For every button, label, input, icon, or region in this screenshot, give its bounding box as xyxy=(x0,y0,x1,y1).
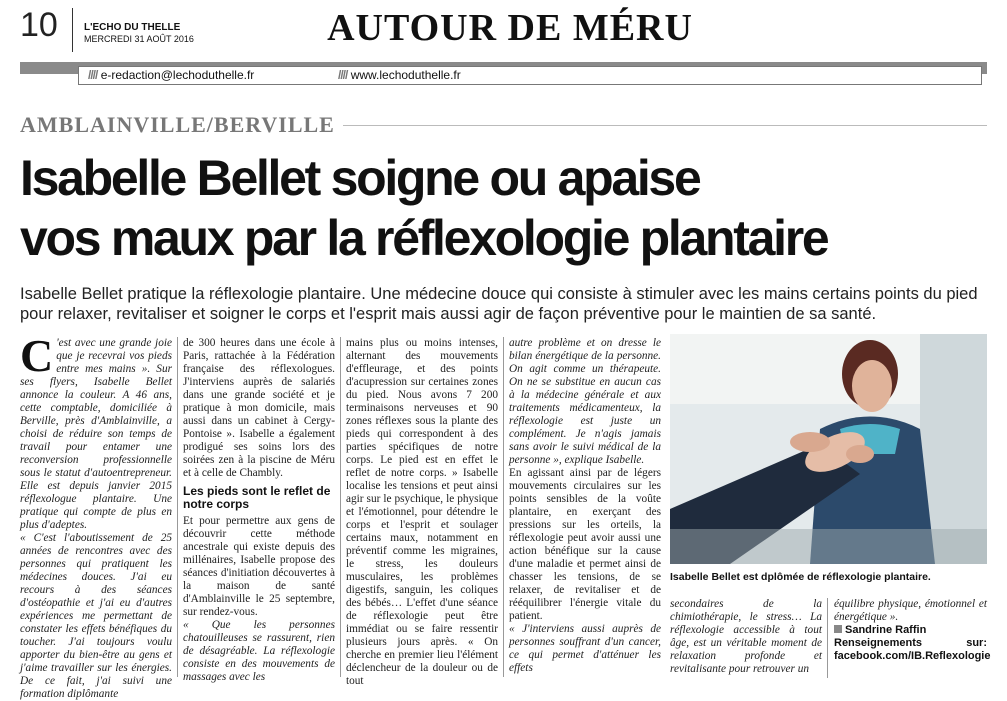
column-4-paragraph-1: autre problème et on dresse le bilan énergétique de la personne. On agit comme un thérapeute. On ne se substitue en aucun cas à la médecine générale et aux traitements médicamenteux, la réflexologie est juste un complément. Je n'agis jamais sans avoir le suivi médical de la personne », explique Isabelle. xyxy=(509,337,661,466)
article-photo xyxy=(670,334,987,564)
separator-slashes: //// xyxy=(88,68,98,82)
column-2-paragraph-3: « Que les personnes chatouilleuses se rassurent, rien de désagréable. La réflexologie consiste en des mouvements de massages avec les xyxy=(183,619,335,683)
article-kicker: AMBLAINVILLE/BERVILLE xyxy=(20,112,343,138)
email-line xyxy=(88,68,254,82)
website-link[interactable]: www.lechoduthelle.fr xyxy=(350,68,461,82)
article-column-3 xyxy=(346,337,498,687)
email-link[interactable]: e-redaction@lechoduthelle.fr xyxy=(100,68,255,82)
author-name: Sandrine Raffin xyxy=(845,624,927,636)
issue-date: MERCREDI 31 AOÛT 2016 xyxy=(84,34,194,44)
author-marker xyxy=(834,625,842,633)
column-3-paragraph-1: mains plus ou moins intenses, alternant des mouvements d'effleurage, et des points d'acupression sur certaines zones du pied. Nous avons 7 200 terminaisons nerveuses et 90 zones réflexes sous la plante des pieds qui correspondent à des parties spécifiques de notre corps. Le pied est en effet le reflet de notre corps. » Isabelle localise les tensions et peut ainsi agir sur le psychique, le physique et l'émotionnel, pour détendre le corps et l'esprit et soulager certains maux, notamment en préventif comme les migraines, le stress, les douleurs musculaires, les problèmes digestifs, sanguin, les coliques des bébés… L'effet d'une séance de réflexologie peut être immédiat ou se faire ressentir plusieurs jours après. « On cherche en premier lieu l'élément déclencheur de la douleur ou de tout xyxy=(346,337,498,687)
column-rule xyxy=(827,598,828,678)
section-title: AUTOUR DE MÉRU xyxy=(327,7,693,49)
column-4-paragraph-3: « J'interviens aussi auprès de personnes souffrant d'un cancer, ce qui permet d'atténuer les effets xyxy=(509,623,661,674)
article-author xyxy=(834,624,987,637)
headline-line-1: Isabelle Bellet soigne ou apaise xyxy=(20,150,700,206)
separator-slashes: //// xyxy=(338,68,348,82)
info-line xyxy=(834,637,987,650)
page-number: 10 xyxy=(20,6,58,44)
info-label: Renseignements xyxy=(834,637,923,649)
column-2-paragraph-2: Et pour permettre aux gens de découvrir cette méthode ancestrale qui existe depuis des millénaires, Isabelle propose des séances d'initiation découvertes à la maison de santé d'Amblainville le 25 septembre, sur rendez-vous. xyxy=(183,515,335,618)
column-rule xyxy=(503,337,504,677)
newspaper-name: L'ECHO DU THELLE xyxy=(84,22,181,33)
column-4-paragraph-2: En agissant ainsi par de légers mouvements circulaires sur les points sensibles de la voûte plantaire, en exerçant des pressions sur les orteils, la réflexologie peut avoir aussi une action bénéfique sur la cause d'une maladie et permet ainsi de chasser les tensions, de se relaxer, de revitaliser et de rééquilibrer l'énergie vitale du patient. xyxy=(509,467,661,622)
reflexology-photo-illustration xyxy=(670,334,987,564)
article-lead: Isabelle Bellet pratique la réflexologie plantaire. Une médecine douce qui consiste à stimuler avec les mains certains points du pied pour relaxer, revitaliser et soigner le corps et l'esprit mais aussi agir de façon préventive pour le maintien de sa santé. xyxy=(20,285,978,323)
masthead-divider xyxy=(72,8,73,52)
column-6-paragraph-1: équilibre physique, émotionnel et énergétique ». xyxy=(834,598,987,623)
headline-line-2: vos maux par la réflexologie plantaire xyxy=(20,210,828,266)
website-line xyxy=(338,68,461,82)
article-column-6 xyxy=(834,598,991,678)
column-rule xyxy=(340,337,341,677)
column-1-paragraph-2: « C'est l'aboutissement de 25 années de rencontres avec des personnes qui pratiquent les médecines douces. J'ai eu recours à des séances d'ostéopathie et j'ai eu d'autres expériences me permettant de constater les effets bénéfiques du toucher. J'ai toujours voulu apporter du bien-être au gens et j'aime travailler sur les énergies. De ce fait, j'ai suivi une formation diplômante xyxy=(20,532,172,700)
article-subheading: Les pieds sont le reflet de notre corps xyxy=(183,484,331,511)
article-column-2 xyxy=(183,337,335,683)
photo-caption: Isabelle Bellet est dplômée de réflexologie plantaire. xyxy=(670,571,931,583)
facebook-link[interactable]: facebook.com/IB.Reflexologie xyxy=(834,650,991,662)
column-2-paragraph-1: de 300 heures dans une école à Paris, rattachée à la Fédération française des réflexologues. J'interviens auprès de salariés dans une grande société et je pratique à mon domicile, mais aussi dans un cabinet à Cergy-Pontoise ». Isabelle a également prodigué ses soins lors des soirées zen à la piscine de Méru et à celle de Chambly. xyxy=(183,337,335,479)
article-column-4 xyxy=(509,337,661,677)
article-headline xyxy=(20,148,980,268)
info-sur: sur: xyxy=(966,637,987,649)
article-column-1 xyxy=(20,330,172,700)
drop-cap: C xyxy=(20,330,54,381)
column-5-paragraph-1: secondaires de la chimiothérapie, le stress… La réflexologie accessible à tout âge, est un véritable moment de relaxation profonde et revitalisante pour retrouver un xyxy=(670,598,822,675)
column-rule xyxy=(177,337,178,677)
article-column-5 xyxy=(670,598,822,678)
column-1-paragraph-1: 'est avec une grande joie que je recevrai vos pieds entre mes mains ». Sur ses flyers, Isabelle Bellet annonce la couleur. A 46 ans, cette comptable, domiciliée à Berville, près d'Amblainville, a choisi de réduire son temps de travail pour entamer une reconversion professionnelle sous le statut d'autoentrepreneur. Elle est depuis janvier 2015 réflexologue plantaire. Une pratique qui compte de plus en plus d'adeptes. xyxy=(20,337,172,531)
